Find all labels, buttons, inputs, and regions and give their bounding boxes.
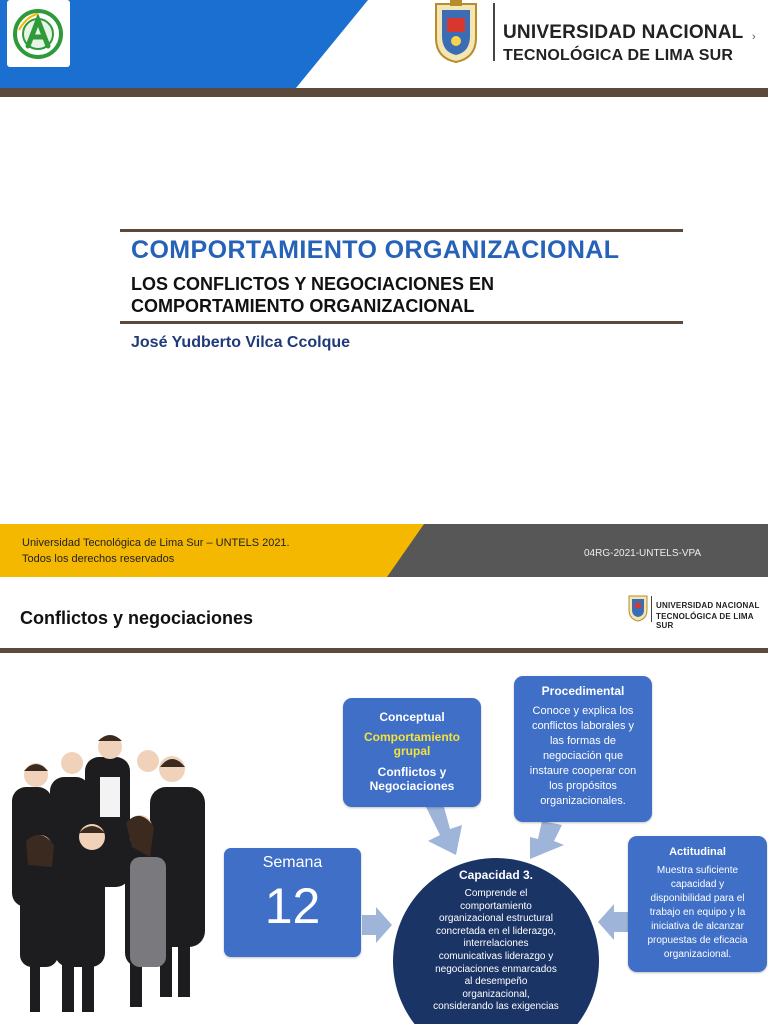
procedimental-heading: Procedimental — [541, 684, 625, 698]
actitudinal-text-line: capacidad y — [670, 879, 725, 890]
header-blue-band — [0, 0, 768, 88]
arrow-conceptual-to-capacidad — [420, 807, 468, 857]
actitudinal-text-line: iniciativa de alcanzar — [651, 921, 744, 932]
university-name-line1: UNIVERSIDAD NACIONAL — [656, 601, 760, 610]
capacidad-text-line: Comprende el — [464, 888, 528, 899]
actitudinal-text-line: trabajo en equipo y la — [649, 907, 746, 918]
university-name-line2: TECNOLÓGICA DE LIMA SUR — [656, 612, 754, 630]
university-seal-small-icon — [627, 594, 649, 622]
semana-box — [224, 848, 361, 957]
conceptual-line1: Conflictos y — [377, 765, 447, 779]
capacidad-text-line: interrelaciones — [463, 938, 529, 950]
actitudinal-text-line: propuestas de eficacia — [647, 935, 748, 946]
capacidad-text-line: organizacional, — [462, 988, 530, 1000]
conceptual-highlight-line2: grupal — [393, 744, 431, 758]
capacidad-text-line: al desempeño — [464, 976, 528, 988]
chevron-right-icon: › — [752, 31, 756, 43]
footer-copyright-line2: Todos los derechos reservados — [22, 553, 175, 565]
procedimental-text-line: Conoce y explica los — [532, 705, 634, 717]
capacidad-text-line: considerando las exigencias — [433, 1001, 559, 1013]
university-name-line2: TECNOLÓGICA DE LIMA SUR — [503, 47, 734, 64]
semana-label: Semana — [262, 854, 323, 871]
header-divider — [493, 3, 495, 61]
capacidad-text-line: comportamiento — [460, 900, 532, 912]
procedimental-text-line: organizacionales. — [540, 795, 626, 807]
institute-logo-icon — [7, 0, 70, 67]
subtitle-line2: COMPORTAMIENTO ORGANIZACIONAL — [131, 296, 475, 316]
capacidad-text-line: concretada en el liderazgo, — [435, 925, 557, 937]
actitudinal-box — [628, 836, 767, 972]
procedimental-text-line: conflictos laborales y — [531, 720, 635, 732]
capacidad-text-line: negociaciones enmarcados — [435, 963, 557, 975]
conceptual-box — [343, 698, 481, 807]
actitudinal-heading: Actitudinal — [669, 846, 726, 858]
actitudinal-text-line: organizacional. — [663, 949, 732, 960]
actitudinal-text-line: disponibilidad para el — [650, 893, 745, 904]
business-team-image — [0, 727, 220, 1024]
procedimental-text-line: las formas de — [549, 735, 617, 747]
title-top-rule — [120, 229, 683, 232]
conceptual-highlight-line1: Comportamiento — [364, 730, 460, 744]
institute-logo — [7, 0, 70, 67]
arrow-semana-to-capacidad — [362, 907, 392, 943]
subtitle-line1: LOS CONFLICTOS Y NEGOCIACIONES EN — [131, 274, 495, 294]
conceptual-line2: Negociaciones — [369, 779, 455, 793]
actitudinal-text-line: Muestra suficiente — [656, 865, 739, 876]
capacidad-circle — [393, 858, 599, 1024]
arrow-procedimental-to-capacidad — [524, 821, 568, 861]
procedimental-box — [514, 676, 652, 822]
procedimental-text-line: negociación que — [542, 750, 624, 762]
university-name-line1: UNIVERSIDAD NACIONAL — [503, 22, 744, 43]
footer-copyright-line1: Universidad Tecnológica de Lima Sur – UNTELS 2021. — [22, 537, 290, 549]
capacidad-text-line: comunicativas liderazgo y — [438, 950, 554, 962]
slide-title: Conflictos y negociaciones — [20, 608, 254, 628]
author-name: José Yudberto Vilca Ccolque — [131, 334, 351, 351]
content-slide — [0, 577, 768, 1024]
header-divider — [651, 596, 652, 622]
university-seal-icon — [430, 0, 482, 64]
header-bottom-bar — [0, 648, 768, 653]
capacidad-heading: Capacidad 3. — [458, 868, 534, 882]
procedimental-text-line: instaure cooperar con — [529, 765, 637, 777]
footer-document-code: 04RG-2021-UNTELS-VPA — [584, 548, 702, 559]
conceptual-heading: Conceptual — [379, 710, 445, 724]
title-bottom-rule — [120, 321, 683, 324]
capacidad-text-line: organizacional estructural — [439, 913, 553, 925]
header-bottom-bar — [0, 88, 768, 97]
arrow-actitudinal-to-capacidad — [598, 904, 628, 940]
presentation-title: COMPORTAMIENTO ORGANIZACIONAL — [131, 236, 620, 264]
semana-number: 12 — [264, 878, 321, 934]
procedimental-text-line: los propósitos — [549, 780, 617, 792]
